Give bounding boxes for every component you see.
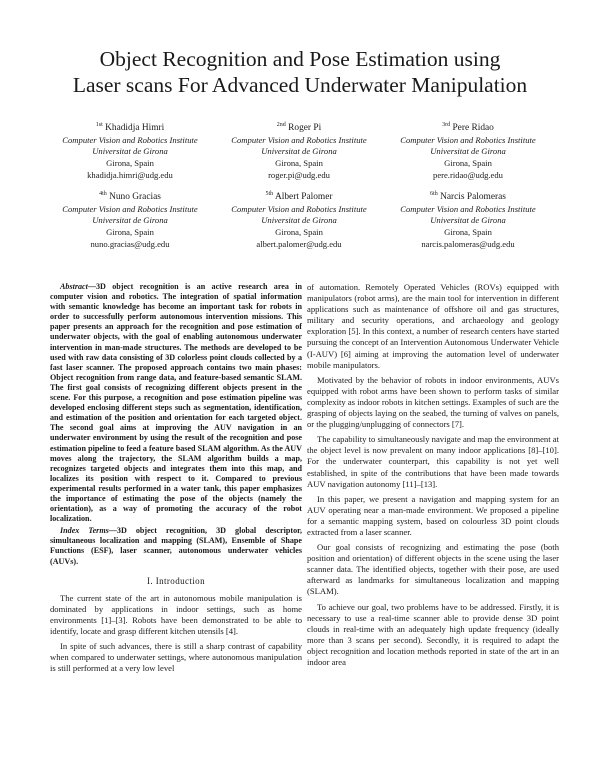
author-city: Girona, Spain (106, 226, 154, 237)
author-email[interactable]: roger.pi@udg.edu (268, 169, 330, 180)
author-ordinal: 2nd (276, 122, 286, 128)
abstract-label: Abstract (60, 282, 88, 291)
right-paragraph-6: To achieve our goal, two problems have to be addressed. Firstly, it is necessary to use a real-time scanner able to provide dense 3D point clouds in real-time with an adequately high update frequency (ideally more than 3 scans per second). Secondly, it is required to adapt the object recognition and location methods reported in state of the art in an indoor area (307, 601, 559, 667)
author-affiliation: Computer Vision and Robotics Institute (231, 134, 367, 145)
author-affiliation: Computer Vision and Robotics Institute (400, 203, 536, 214)
author-block (368, 189, 568, 250)
author-university: Universitat de Girona (430, 146, 506, 157)
index-terms (50, 526, 302, 566)
title-line-1: Object Recognition and Pose Estimation using (99, 47, 501, 71)
author-ordinal: 3rd (442, 122, 451, 128)
author-name: Nuno Gracias (109, 192, 161, 203)
abstract (50, 282, 302, 524)
author-university: Universitat de Girona (261, 146, 337, 157)
author-name: Roger Pi (288, 123, 322, 134)
author-block (368, 120, 568, 181)
author-city: Girona, Spain (444, 226, 492, 237)
left-column (50, 282, 302, 674)
author-email[interactable]: pere.ridao@udg.edu (433, 169, 503, 180)
right-paragraph-5: Our goal consists of recognizing and estimating the pose (both position and orientation) of different objects in the scene using the laser scanner data. The identified objects, together with their pose, are used afterward as landmarks for simultaneous localization and mapping (SLAM). (307, 542, 559, 597)
author-affiliation: Computer Vision and Robotics Institute (400, 134, 536, 145)
title-line-2: Laser scans For Advanced Underwater Manipulation (72, 73, 528, 97)
author-affiliation: Computer Vision and Robotics Institute (231, 203, 367, 214)
index-terms-label: Index Terms (60, 526, 109, 536)
author-university: Universitat de Girona (92, 146, 168, 157)
intro-paragraph-2: In spite of such advances, there is still a sharp contrast of capability when compared to underwater settings, where autonomous manipulation is still performed at a very low level (50, 641, 302, 674)
author-city: Girona, Spain (275, 157, 323, 168)
section-heading-introduction: I. Introduction (147, 575, 205, 586)
author-name: Khadidja Himri (105, 123, 165, 134)
author-university: Universitat de Girona (92, 215, 168, 226)
author-email[interactable]: khadidja.himri@udg.edu (87, 169, 173, 180)
author-city: Girona, Spain (275, 226, 323, 237)
author-city: Girona, Spain (106, 157, 154, 168)
author-affiliation: Computer Vision and Robotics Institute (62, 203, 198, 214)
right-paragraph-2: Motivated by the behavior of robots in indoor environments, AUVs equipped with robot arms have been shown to perform tasks of similar complexity as indoor robots in kitchen settings. Examples of such are the grasping of objects laying on the seabed, the turning of valves on panels, or the plugging/unplugging of connectors [7]. (307, 374, 559, 430)
author-name: Narcis Palomeras (440, 192, 506, 203)
abstract-text: —3D object recognition is an active research area in computer vision and robotics. The integration of spatial information with semantic knowledge has become an important task for robots in order to successfully perform autonomous intervention missions. This paper presents an approach for the recognition and pose estimation of underwater objects, with the goal of enabling autonomous underwater intervention in man-made structures. The methods are developed to be used with raw data consisting of 3D colorless point clouds collected by a fast laser scanner. The proposed approach contains two main phases: Object recognition from range data, and feature-based semantic SLAM. The first goal consists of recognizing different objects present in the scene. For this purpose, a recognition and pose estimation pipeline was developed enclosing different steps such as segmentation, identification, and estimation of the position and orientation for each targeted object. The second goal aims at improving the AUV navigation in an underwater environment by using the result of the recognition and pose estimation pipeline to feed a feature based SLAM algorithm. As the AUV moves along the trajectory, the SLAM algorithm builds a map, recognizes targeted objects and integrates them into this map, and localizes its position with respect to it. Compared to previous experimental results performed in a water tank, this paper emphasizes the importance of estimating the pose of the objects (namely the orientation), as a way of promoting the accuracy of the robot localization. (50, 282, 302, 524)
author-email[interactable]: narcis.palomeras@udg.edu (421, 238, 515, 249)
right-paragraph-1: of automation. Remotely Operated Vehicles (ROVs) equipped with manipulators (robot arms), are the main tool for intervention in different applications such as maintenance of offshore oil and gas structures, military and security operations, and archaeology and geology exploration [5]. In this context, a number of research centers have started pursuing the concept of an Intervention Autonomous Underwater Vehicle (I-AUV) [6] aiming at improving the automation level of underwater mobile manipulators. (307, 282, 559, 370)
right-column (307, 282, 559, 668)
author-name: Albert Palomer (274, 192, 333, 203)
author-ordinal: 5th (265, 191, 274, 197)
author-ordinal: 6th (430, 191, 438, 197)
author-name: Pere Ridao (452, 123, 494, 134)
paper-title (40, 46, 560, 98)
author-university: Universitat de Girona (261, 215, 337, 226)
author-ordinal: 1st (95, 122, 103, 128)
author-city: Girona, Spain (444, 157, 492, 168)
intro-paragraph-1: The current state of the art in autonomous mobile manipulation is dominated by applications in indoor settings, such as home environments [1]–[3]. Robots have been demonstrated to be able to identify, locate and grasp different kitchen utensils [4]. (50, 592, 302, 636)
index-terms-text: —3D object recognition, 3D global descriptor, simultaneous localization and mapping (SLAM), Ensemble of Shape Functions (ESF), laser scanner, autonomous underwater vehicles (AUVs). (50, 526, 303, 566)
author-university: Universitat de Girona (430, 215, 506, 226)
right-paragraph-3: The capability to simultaneously navigate and map the environment at the object level is now prevalent on many indoor applications [8]–[10]. For the underwater counterpart, this capability is not yet well established, in spite of the contributions that have been made towards AUV navigation autonomy [11]–[13]. (307, 434, 559, 489)
author-email[interactable]: nuno.gracias@udg.edu (90, 238, 170, 249)
author-ordinal: 4th (99, 191, 107, 197)
right-paragraph-4: In this paper, we present a navigation and mapping system for an AUV operating near a man-made environment. We proposed a pipeline for a semantic mapping system, based on colourless 3D point clouds extracted from a laser scanner. (307, 493, 559, 537)
author-affiliation: Computer Vision and Robotics Institute (62, 134, 198, 145)
author-email[interactable]: albert.palomer@udg.edu (256, 238, 342, 249)
